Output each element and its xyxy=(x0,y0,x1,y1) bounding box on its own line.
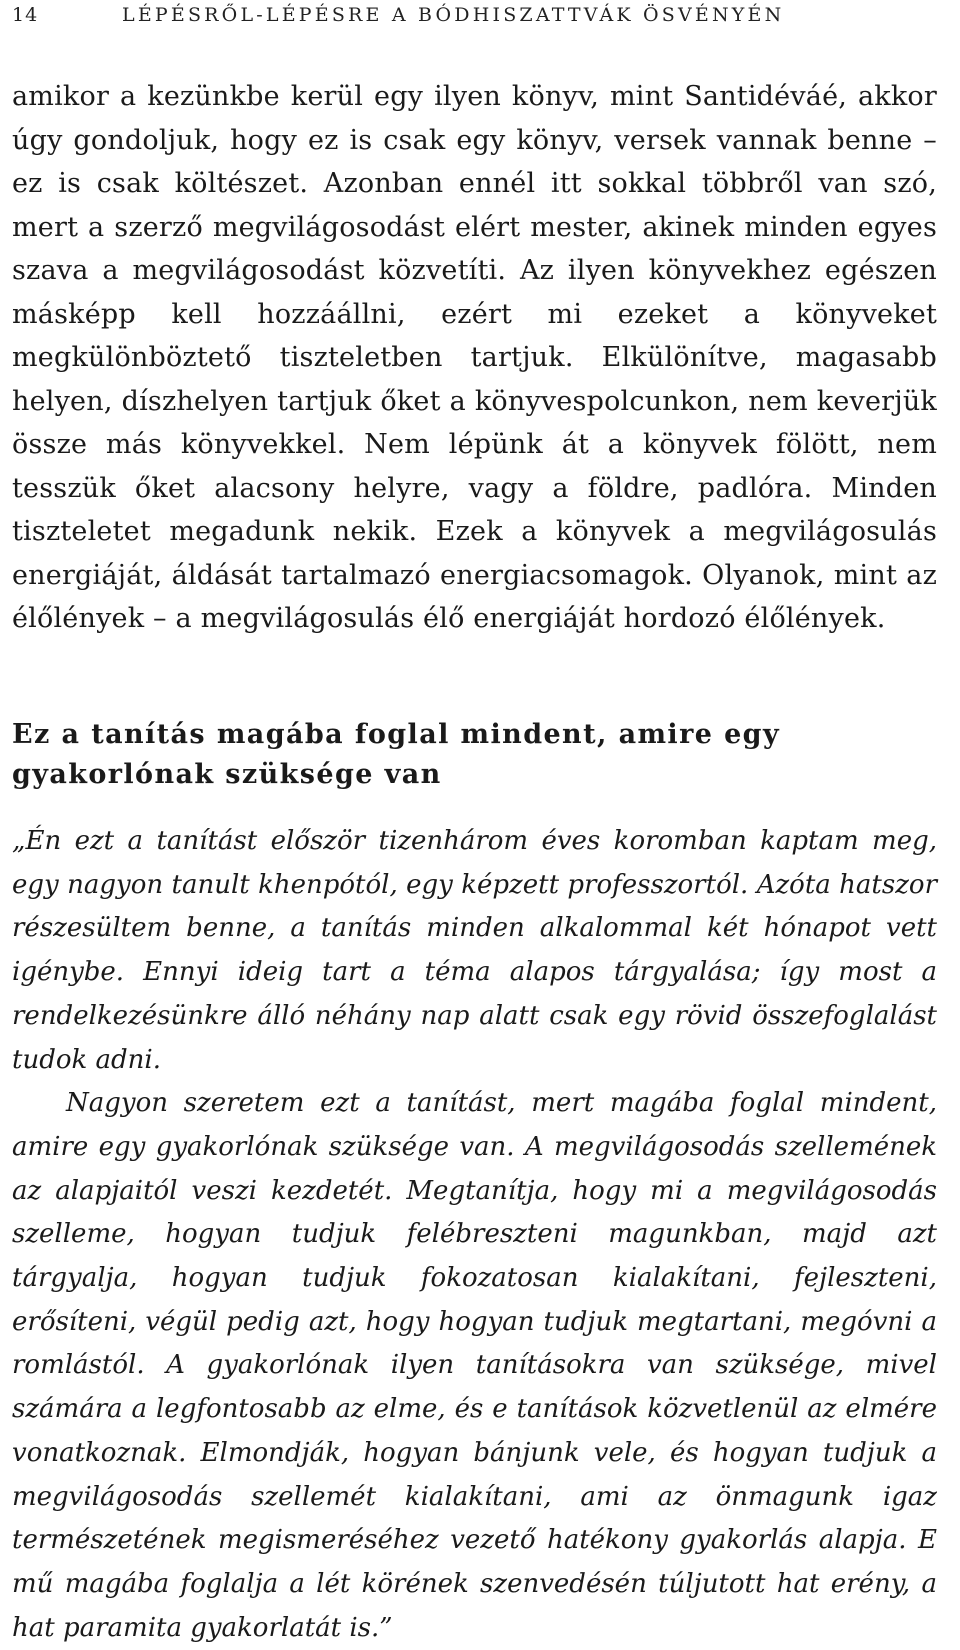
quote-paragraph: Nagyon szeretem ezt a tanítást, mert magába foglal mindent, amire egy gyakorlónak szüksége van. A megvilágosodás szellemének az alapjaitól veszi kezdetét. Megtanítja, hogy mi a megvilágosodás szelleme, hogyan tudjuk felébreszteni magunkban, majd azt tárgyalja, hogyan tudjuk fokozatosan kialakítani, fejleszteni, erősíteni, végül pedig azt, hogy hogyan tudjuk megtartani, megóvni a romlástól. A gyakorlónak ilyen tanításokra van szüksége, mivel számára a legfontosabb az elme, és e tanítások közvetlenül az elmére vonatkoznak. Elmondják, hogyan bánjunk vele, és hogyan tudjuk a megvilágosodás szellemét kialakítani, ami az önmagunk igaz természetének megismeréséhez vezető hatékony gyakorlás alapja. E mű magába foglalja a lét körének szenvedésén túljutott hat erény, a hat paramita gyakorlatát is.” xyxy=(12,1088,937,1643)
running-header-title: LÉPÉSRŐL-LÉPÉSRE A BÓDHISZATTVÁK ÖSVÉNYÉN xyxy=(122,4,785,26)
quote-paragraph: „Én ezt a tanítást először tizenhárom éves koromban kaptam meg, egy nagyon tanult khenpótól, egy képzett professzortól. Azóta hatszor részesültem benne, a tanítás minden alkalommal két hónapot vett igénybe. Ennyi ideig tart a téma alapos tárgyalása; így most a rendelkezésünkre álló néhány nap alatt csak egy rövid összefoglalást tudok adni. xyxy=(12,826,937,1075)
body-paragraph: amikor a kezünkbe kerül egy ilyen könyv, mint Santidéváé, akkor úgy gondoljuk, hogy ez is csak egy könyv, versek vannak benne – ez is csak költészet. Azonban ennél itt sokkal többről van szó, mert a szerző megvilágosodást elért mester, akinek minden egyes szava a megvilágosodást közvetíti. Az ilyen könyvekhez egészen másképp kell hozzáállni, ezért mi ezeket a könyveket megkülönböztető tiszteletben tartjuk. Elkülönítve, magasabb helyen, díszhelyen tartjuk őket a könyvespolcunkon, nem keverjük össze más könyvekkel. Nem lépünk át a könyvek fölött, nem tesszük őket alacsony helyre, vagy a földre, padlóra. Minden tiszteletet megadunk nekik. Ezek a könyvek a megvilágosulás energiáját, áldását tartalmazó energiacsomagok. Olyanok, mint az élőlények – a megvilágosulás élő energiáját hordozó élőlények. xyxy=(12,81,937,634)
section-heading: Ez a tanítás magába foglal mindent, amire egy gyakorlónak szüksége van xyxy=(12,719,781,790)
page-number: 14 xyxy=(12,4,39,26)
running-header xyxy=(12,4,952,34)
quoted-teaching xyxy=(12,820,937,1650)
